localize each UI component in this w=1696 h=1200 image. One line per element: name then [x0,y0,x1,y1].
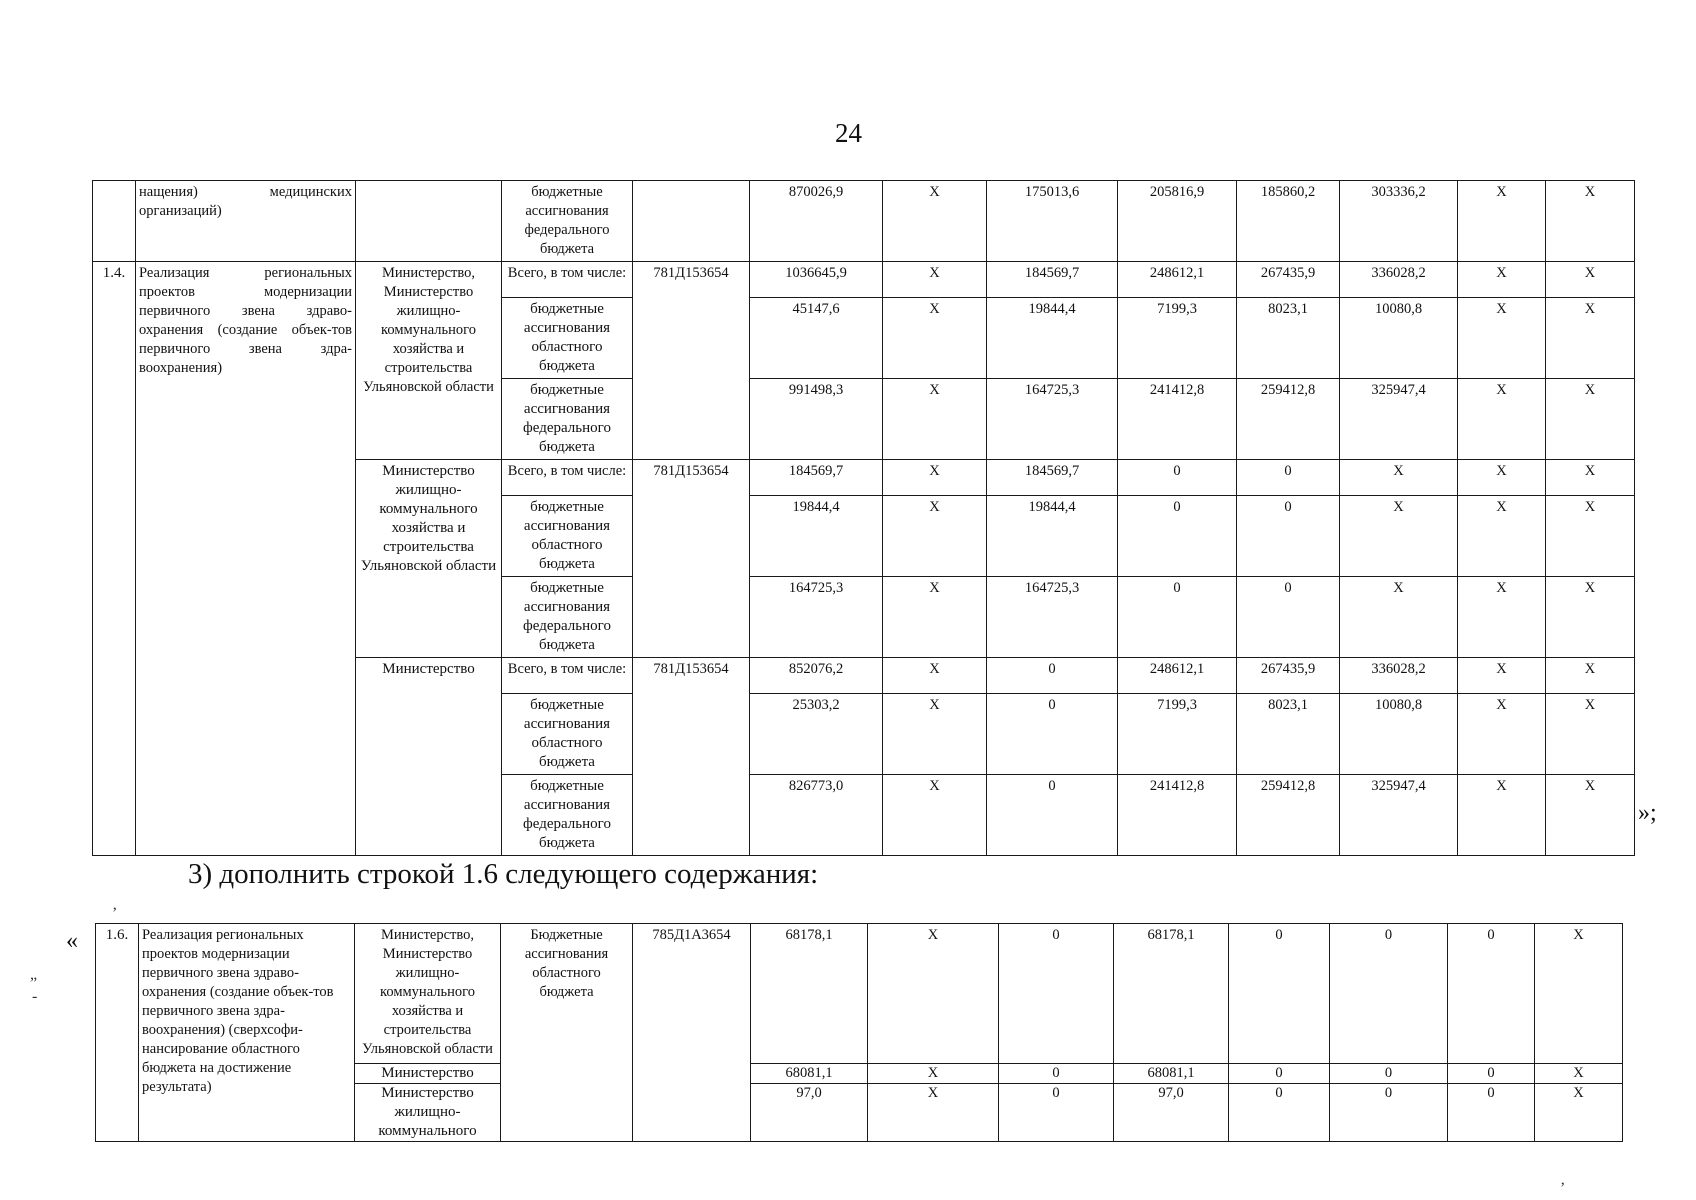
value-cell: 267435,9 [1237,262,1340,298]
budget-code-cell: 781Д153654 [633,460,750,658]
value-cell: 0 [1118,496,1237,577]
value-cell: 0 [1237,577,1340,658]
row-number-cell: 1.6. [96,924,139,1142]
value-cell: 184569,7 [750,460,883,496]
value-cell: 267435,9 [1237,658,1340,694]
value-cell: 164725,3 [987,379,1118,460]
value-cell: X [1458,775,1546,856]
value-cell: 8023,1 [1237,298,1340,379]
value-cell: X [883,379,987,460]
table-row [96,924,1623,1064]
value-cell: 241412,8 [1118,379,1237,460]
funding-source-cell: бюджетные ассигнования федерального бюджета [502,775,633,856]
value-cell: X [883,496,987,577]
value-cell: 241412,8 [1118,775,1237,856]
funding-source-cell: Всего, в том числе: [502,658,633,694]
value-cell: X [1546,298,1635,379]
value-cell: 0 [1229,924,1330,1064]
value-cell: 19844,4 [750,496,883,577]
value-cell: X [868,924,999,1064]
value-cell: 205816,9 [1118,181,1237,262]
value-cell: 7199,3 [1118,694,1237,775]
value-cell: X [883,658,987,694]
value-cell: 68178,1 [1114,924,1229,1064]
value-cell: 870026,9 [750,181,883,262]
value-cell: X [1340,496,1458,577]
value-cell: X [883,694,987,775]
value-cell: X [1535,1064,1623,1084]
value-cell: X [1546,496,1635,577]
value-cell: X [883,262,987,298]
value-cell: 0 [1237,460,1340,496]
value-cell: 0 [987,658,1118,694]
value-cell: 0 [1330,924,1448,1064]
executor-cell: Министерство [355,1064,501,1084]
value-cell: 0 [1448,924,1535,1064]
value-cell: 164725,3 [987,577,1118,658]
value-cell: 164725,3 [750,577,883,658]
value-cell: X [1458,379,1546,460]
page-number: 24 [835,118,862,148]
value-cell: 0 [1229,1064,1330,1084]
funding-source-cell: Бюджетные ассигнования областного бюджета [501,924,633,1142]
value-cell: X [1458,181,1546,262]
value-cell: X [1340,460,1458,496]
row-number-cell [93,181,136,262]
value-cell: 68081,1 [1114,1064,1229,1084]
value-cell: 184569,7 [987,262,1118,298]
value-cell: 0 [999,924,1114,1064]
value-cell: X [1546,658,1635,694]
funding-source-cell: бюджетные ассигнования федерального бюджета [502,577,633,658]
value-cell: 0 [1448,1084,1535,1142]
program-name-cell: Реализация региональных проектов модернизации первичного звена здраво-охранения (создание объек-тов первичного звена здра-воохранения) (сверхсофи-нансирование областного бюджета на достижение результата) [139,924,355,1142]
executor-cell: Министерство, Министерство жилищно-коммунального хозяйства и строительства Ульяновской области [356,262,502,460]
value-cell: 0 [1330,1064,1448,1084]
value-cell: 0 [999,1064,1114,1084]
value-cell: 25303,2 [750,694,883,775]
row-number-cell: 1.4. [93,262,136,856]
funding-source-cell: бюджетные ассигнования федерального бюджета [502,181,633,262]
value-cell: 7199,3 [1118,298,1237,379]
budget-code-cell: 781Д153654 [633,262,750,460]
value-cell: 0 [1330,1084,1448,1142]
value-cell: 184569,7 [987,460,1118,496]
value-cell: 325947,4 [1340,775,1458,856]
value-cell: 0 [1448,1064,1535,1084]
value-cell: X [868,1084,999,1142]
executor-cell [356,181,502,262]
value-cell: 991498,3 [750,379,883,460]
value-cell: 97,0 [1114,1084,1229,1142]
value-cell: X [1546,694,1635,775]
value-cell: X [1458,460,1546,496]
value-cell: 19844,4 [987,298,1118,379]
value-cell: 19844,4 [987,496,1118,577]
value-cell: X [1546,262,1635,298]
funding-source-cell: бюджетные ассигнования областного бюджета [502,496,633,577]
table-row [93,262,1635,298]
table-row [93,181,1635,262]
value-cell: 0 [1118,577,1237,658]
opening-quote: « [66,928,78,954]
value-cell: 303336,2 [1340,181,1458,262]
executor-cell: Министерство [356,658,502,856]
value-cell: 336028,2 [1340,658,1458,694]
executor-cell: Министерство, Министерство жилищно-коммунального хозяйства и строительства Ульяновской области [355,924,501,1064]
program-name-cell: Реализация региональных проектов модернизации первичного звена здраво-охранения (создание объек-тов первичного звена здра-воохранения) [136,262,356,856]
funding-source-cell: бюджетные ассигнования федерального бюджета [502,379,633,460]
executor-cell: Министерство жилищно-коммунального хозяйства и строительства Ульяновской области [356,460,502,658]
executor-cell: Министерство жилищно-коммунального [355,1084,501,1142]
value-cell: X [1340,577,1458,658]
value-cell: X [883,775,987,856]
budget-table-row-1-6 [95,923,1623,1142]
value-cell: 0 [1237,496,1340,577]
budget-table-continuation [92,180,1635,856]
value-cell: 0 [1118,460,1237,496]
value-cell: 852076,2 [750,658,883,694]
value-cell: 259412,8 [1237,379,1340,460]
budget-code-cell [633,181,750,262]
value-cell: X [1458,496,1546,577]
value-cell: X [883,298,987,379]
value-cell: 259412,8 [1237,775,1340,856]
value-cell: X [1458,298,1546,379]
value-cell: X [883,460,987,496]
funding-source-cell: бюджетные ассигнования областного бюджета [502,298,633,379]
value-cell: 336028,2 [1340,262,1458,298]
value-cell: 97,0 [751,1084,868,1142]
value-cell: 1036645,9 [750,262,883,298]
value-cell: X [1458,658,1546,694]
value-cell: X [1458,577,1546,658]
value-cell: 10080,8 [1340,694,1458,775]
value-cell: 0 [987,775,1118,856]
value-cell: X [1535,1084,1623,1142]
closing-quote: »; [1638,800,1657,826]
value-cell: 325947,4 [1340,379,1458,460]
value-cell: X [1546,775,1635,856]
value-cell: 10080,8 [1340,298,1458,379]
funding-source-cell: Всего, в том числе: [502,460,633,496]
value-cell: 185860,2 [1237,181,1340,262]
value-cell: 0 [987,694,1118,775]
value-cell: 248612,1 [1118,262,1237,298]
value-cell: 0 [999,1084,1114,1142]
funding-source-cell: Всего, в том числе: [502,262,633,298]
value-cell: 826773,0 [750,775,883,856]
value-cell: 0 [1229,1084,1330,1142]
value-cell: X [1546,577,1635,658]
budget-code-cell: 781Д153654 [633,658,750,856]
value-cell: X [1458,262,1546,298]
value-cell: 45147,6 [750,298,883,379]
value-cell: X [1546,181,1635,262]
value-cell: 68081,1 [751,1064,868,1084]
value-cell: X [1546,460,1635,496]
value-cell: 8023,1 [1237,694,1340,775]
budget-code-cell: 785Д1А3654 [633,924,751,1142]
value-cell: X [883,181,987,262]
value-cell: X [868,1064,999,1084]
funding-source-cell: бюджетные ассигнования областного бюджета [502,694,633,775]
program-name-cell: нащения) медицинских организаций) [136,181,356,262]
value-cell: 68178,1 [751,924,868,1064]
value-cell: X [1546,379,1635,460]
value-cell: X [1458,694,1546,775]
value-cell: 175013,6 [987,181,1118,262]
value-cell: 248612,1 [1118,658,1237,694]
value-cell: X [883,577,987,658]
amendment-heading: 3) дополнить строкой 1.6 следующего содержания: [188,858,819,890]
value-cell: X [1535,924,1623,1064]
